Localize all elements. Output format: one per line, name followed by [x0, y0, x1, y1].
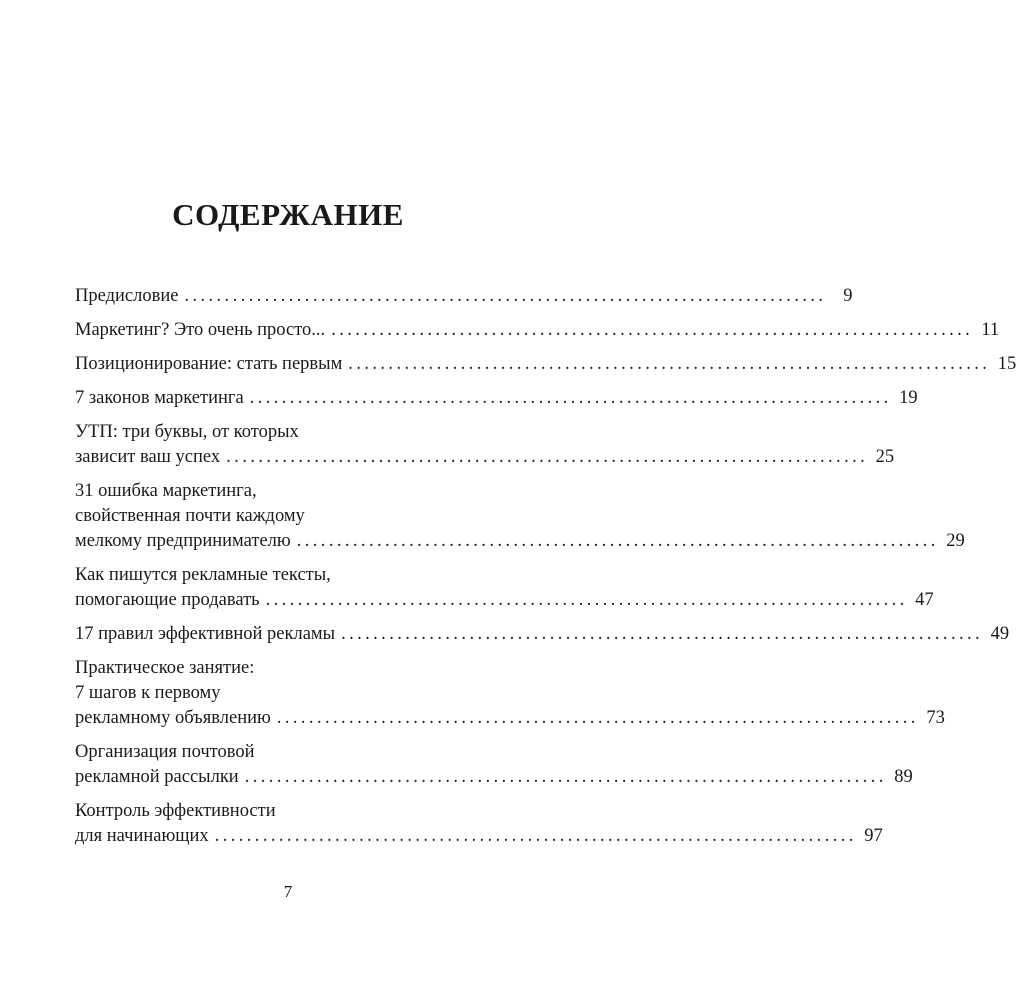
- page-title: СОДЕРЖАНИЕ: [172, 197, 404, 232]
- toc-entry-title: Позиционирование: стать первым: [75, 354, 343, 374]
- toc-entry: [75, 656, 945, 731]
- toc-line: [75, 799, 500, 824]
- toc-line: [75, 588, 934, 613]
- toc-entry: [75, 318, 1000, 343]
- toc-page-number: 47: [915, 590, 934, 610]
- toc-entry-title: УТП: три буквы, от которых: [75, 422, 299, 442]
- toc-line: [75, 479, 500, 504]
- toc-line: [75, 622, 1010, 647]
- dot-leader: ................................................................................: [348, 354, 991, 374]
- toc-entry-title: Организация почтовой: [75, 742, 255, 762]
- toc-line: [75, 504, 500, 529]
- dot-leader: ................................................................................: [265, 590, 908, 610]
- toc-entry-title: Практическое занятие:: [75, 658, 255, 678]
- dot-leader: ................................................................................: [296, 531, 939, 551]
- toc-line: [75, 765, 913, 790]
- toc-entry-title: Маркетинг? Это очень просто...: [75, 320, 326, 340]
- toc-page-number: 97: [864, 826, 883, 846]
- toc-entry: [75, 284, 853, 309]
- toc-entry: [75, 740, 913, 790]
- toc-page-number: 15: [997, 354, 1016, 374]
- toc-entry-title: 7 законов маркетинга: [75, 388, 244, 408]
- toc-line: [75, 824, 883, 849]
- toc-line: [75, 740, 500, 765]
- dot-leader: ................................................................................: [331, 320, 974, 340]
- toc-entry-title: мелкому предпринимателю: [75, 531, 291, 551]
- toc-entry: [75, 352, 1016, 377]
- dot-leader: ................................................................................: [341, 624, 984, 644]
- toc-entry-title: Контроль эффективности: [75, 801, 276, 821]
- toc-entry-title: рекламному объявлению: [75, 708, 271, 728]
- toc-page-number: 89: [894, 767, 913, 787]
- table-of-contents: [75, 284, 1016, 858]
- toc-line: [75, 284, 853, 309]
- toc-line: [75, 386, 918, 411]
- toc-line: [75, 563, 500, 588]
- dot-leader: ................................................................................: [244, 767, 887, 787]
- toc-entry: [75, 479, 965, 554]
- dot-leader: ................................................................................: [214, 826, 857, 846]
- toc-page-number: 49: [990, 624, 1010, 644]
- toc-entry-title: 7 шагов к первому: [75, 683, 221, 703]
- toc-entry-title: 17 правил эффективной рекламы: [75, 624, 336, 644]
- toc-page-number: 25: [875, 447, 895, 467]
- toc-entry: [75, 386, 918, 411]
- toc-line: [75, 445, 895, 470]
- toc-entry-title: рекламной рассылки: [75, 767, 239, 787]
- toc-line: [75, 706, 945, 731]
- toc-entry: [75, 420, 895, 470]
- toc-page-number: 19: [899, 388, 918, 408]
- page-number: 7: [283, 882, 293, 901]
- toc-line: [75, 681, 500, 706]
- toc-page-number: 29: [946, 531, 965, 551]
- toc-entry: [75, 563, 934, 613]
- toc-line: [75, 352, 1016, 377]
- toc-line: [75, 529, 965, 554]
- dot-leader: ................................................................................: [276, 708, 919, 728]
- toc-entry-title: для начинающих: [75, 826, 209, 846]
- toc-line: [75, 318, 1000, 343]
- toc-entry-title: помогающие продавать: [75, 590, 260, 610]
- dot-leader: ................................................................................: [226, 447, 869, 467]
- toc-page-number: 11: [981, 320, 1000, 340]
- toc-entry-title: Как пишутся рекламные тексты,: [75, 565, 331, 585]
- toc-entry-title: зависит ваш успех: [75, 447, 221, 467]
- toc-entry-title: 31 ошибка маркетинга,: [75, 481, 257, 501]
- toc-entry: [75, 799, 883, 849]
- dot-leader: ................................................................................: [184, 286, 827, 306]
- toc-line: [75, 656, 500, 681]
- toc-entry-title: свойственная почти каждому: [75, 506, 305, 526]
- toc-entry-title: Предисловие: [75, 286, 179, 306]
- toc-entry: [75, 622, 1010, 647]
- toc-page-number: 73: [926, 708, 945, 728]
- dot-leader: ................................................................................: [249, 388, 892, 408]
- toc-page-number: 9: [843, 286, 853, 306]
- toc-line: [75, 420, 500, 445]
